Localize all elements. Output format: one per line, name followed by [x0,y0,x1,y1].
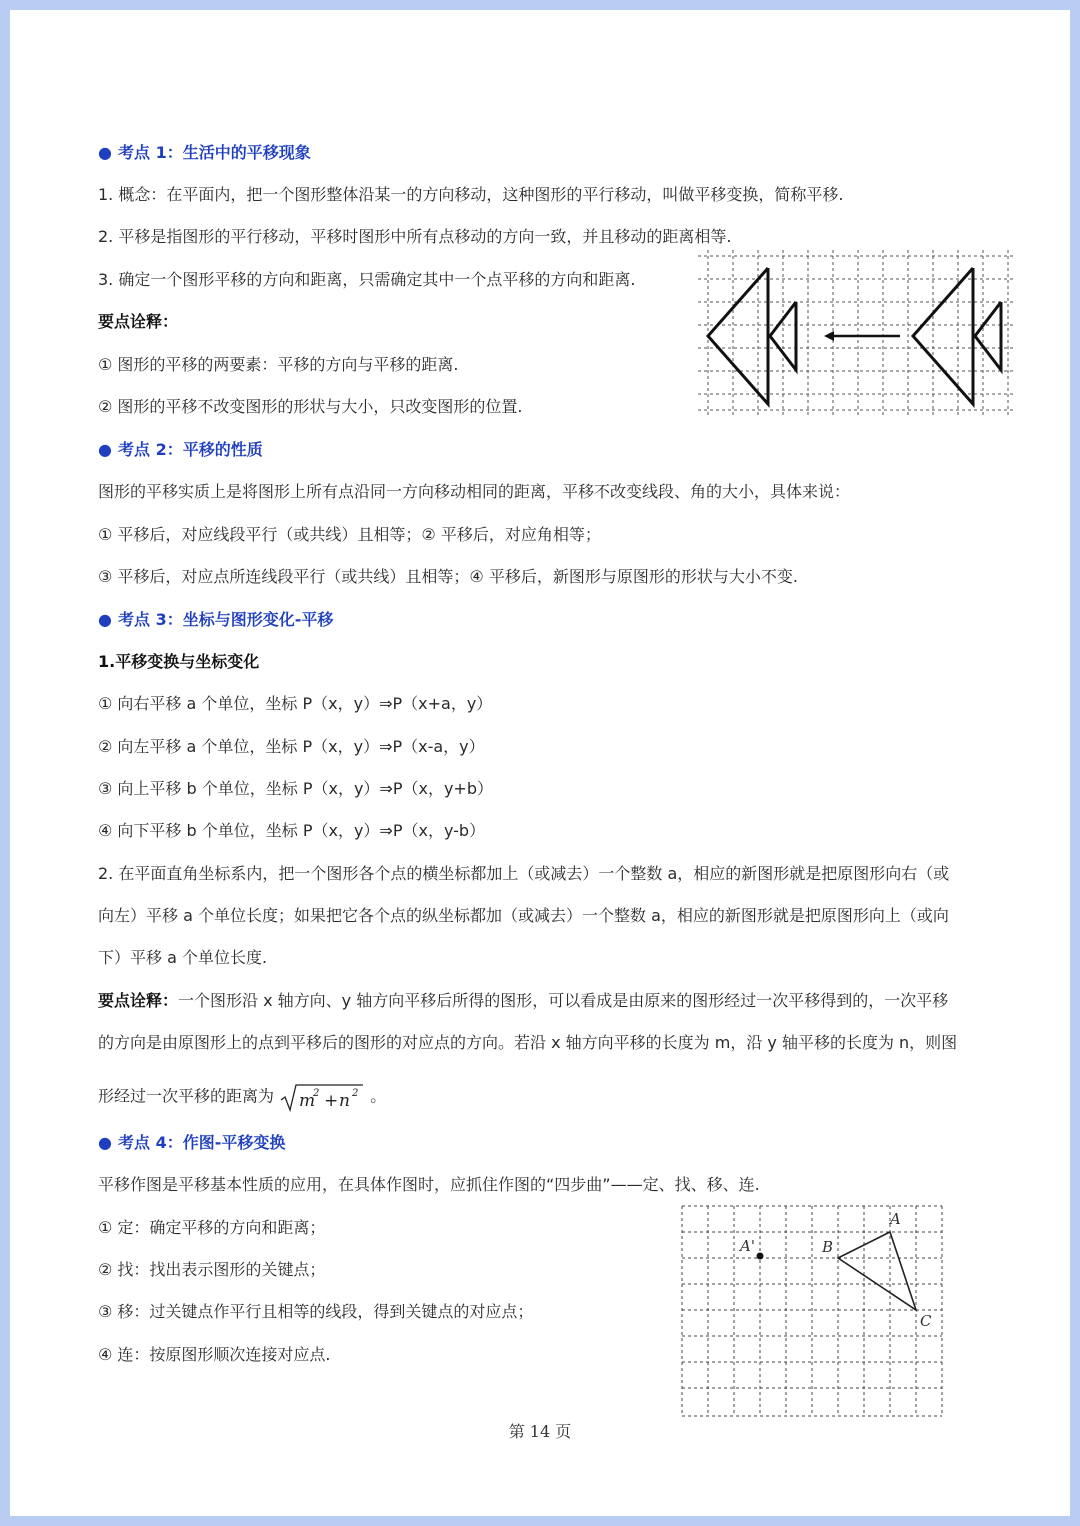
translation-grid-figure [698,250,1014,416]
section3-subheading: 1.平移变换与坐标变化 [98,652,260,671]
translated-shape [913,268,1001,404]
bullet-icon: ● [98,1133,112,1152]
section3-rule-2: ② 向左平移 a 个单位，坐标 P（x，y）⇒P（x-a，y） [98,737,485,756]
grid-lines [682,1206,942,1416]
section2-p1: 图形的平移实质上是将图形上所有点沿同一方向移动相同的距离，平移不改变线段、角的大小，具体来说： [98,482,851,501]
bullet-icon: ● [98,610,112,629]
formula-plus: + [324,1091,339,1111]
section1-heading: ● 考点 1：生活中的平移现象 [98,143,311,162]
section3-rule-4: ④ 向下平移 b 个单位，坐标 P（x，y）⇒P（x，y-b） [98,821,486,840]
label-c: C [920,1312,932,1330]
section4-step-1: ① 定：确定平移的方向和距离； [98,1218,326,1237]
formula-n: n [339,1091,351,1111]
label-a-prime: A' [740,1237,755,1255]
triangle-abc [838,1232,916,1310]
section1-note-label: 要点诠释： [98,312,179,331]
formula-exp-2: 2 [352,1088,359,1099]
section3-p2-line1: 2. 在平面直角坐标系内，把一个图形各个点的横坐标都加上（或减去）一个整数 a，相应的新图形就是把原图形向右（或 [98,864,950,883]
section3-note-label: 要点诠释： [98,991,179,1010]
sqrt-sign [279,1082,365,1112]
section3-p2-line3: 下）平移 a 个单位长度. [98,948,268,967]
section1-p1: 1. 概念：在平面内，把一个图形整体沿某一的方向移动，这种图形的平行移动，叫做平移变换，简称平移. [98,185,844,204]
section1-p3: 3. 确定一个图形平移的方向和距离，只需确定其中一个点平移的方向和距离. [98,270,636,289]
section4-step-3: ③ 移：过关键点作平行且相等的线段，得到关键点的对应点； [98,1302,534,1321]
section3-note-line2: 的方向是由原图形上的点到平移后的图形的对应点的方向。若沿 x 轴方向平移的长度为 m，沿 y 轴平移的长度为 n，则图 [98,1033,958,1052]
section1-n1: ① 图形的平移的两要素：平移的方向与平移的距离. [98,355,459,374]
section4-heading: ● 考点 4：作图-平移变换 [98,1133,286,1152]
section2-p3: ③ 平移后，对应点所连线段平行（或共线）且相等；④ 平移后，新图形与原图形的形状与大小不变. [98,567,798,586]
section4-p1: 平移作图是平移基本性质的应用，在具体作图时，应抓住作图的“四步曲”——定、找、移、连. [98,1175,760,1194]
label-a: A [890,1210,901,1228]
translation-arrow [824,331,900,341]
section4-step-4: ④ 连：按原图形顺次连接对应点. [98,1345,331,1364]
label-b: B [822,1238,834,1256]
bullet-icon: ● [98,143,112,162]
section1-p2: 2. 平移是指图形的平行移动，平移时图形中所有点移动的方向一致，并且移动的距离相等. [98,227,732,246]
formula-exp-1: 2 [313,1088,320,1099]
section1-n2: ② 图形的平移不改变图形的形状与大小，只改变图形的位置. [98,397,523,416]
section3-rule-3: ③ 向上平移 b 个单位，坐标 P（x，y）⇒P（x，y+b） [98,779,493,798]
section3-note-line1: 要点诠释：一个图形沿 x 轴方向、y 轴方向平移后所得的图形，可以看成是由原来的图形经过一次平移得到的，一次平移 [98,991,949,1010]
triangle-grid-figure [680,1204,944,1420]
section3-rule-1: ① 向右平移 a 个单位，坐标 P（x，y）⇒P（x+a，y） [98,694,493,713]
formula-m: m [299,1091,316,1111]
section3-heading: ● 考点 3：坐标与图形变化-平移 [98,610,334,629]
section4-step-2: ② 找：找出表示图形的关键点； [98,1260,326,1279]
section2-p2: ① 平移后，对应线段平行（或共线）且相等；② 平移后，对应角相等； [98,525,601,544]
section2-heading: ● 考点 2：平移的性质 [98,440,263,459]
bullet-icon: ● [98,440,112,459]
section3-note-line3: 形经过一次平移的距离为 m 2 + n 2 。 [98,1082,386,1112]
distance-formula [279,1082,365,1112]
page-number: 第 14 页 [508,1422,572,1441]
section3-p2-line2: 向左）平移 a 个单位长度；如果把它各个点的纵坐标都加（或减去）一个整数 a，相应的新图形就是把原图形向上（或向 [98,906,949,925]
point-a-prime [757,1253,764,1260]
